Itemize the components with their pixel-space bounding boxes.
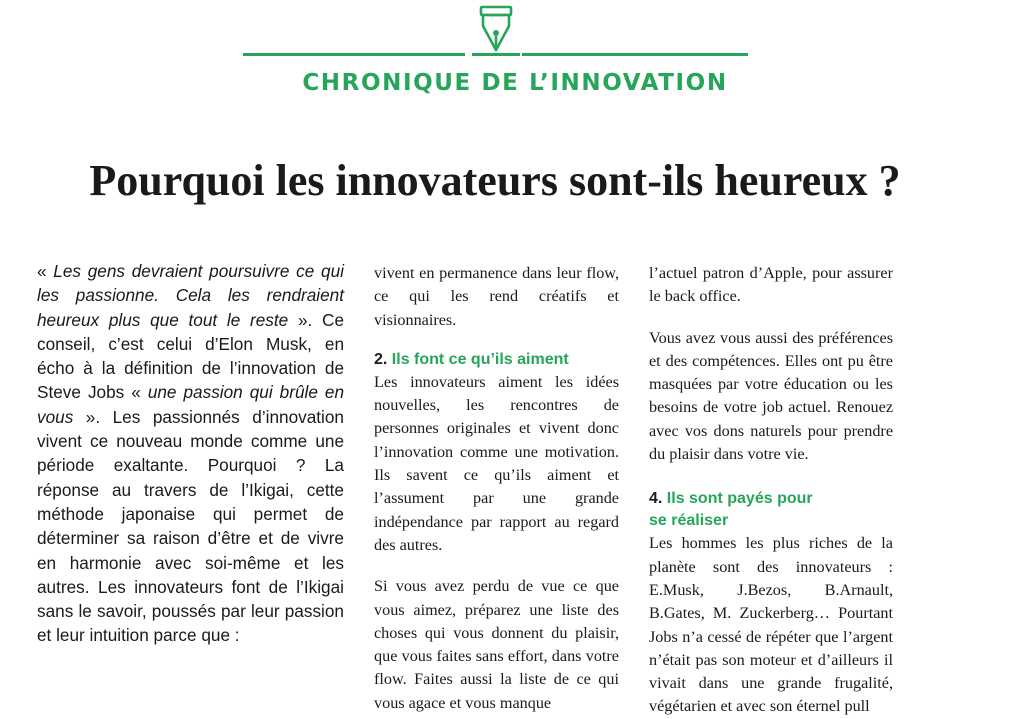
section-2-title: Ils font ce qu’ils aiment (391, 350, 569, 368)
section-4-title-line-1: Ils sont payés pour (666, 490, 813, 508)
section-kicker: CHRONIQUE DE L’INNOVATION (302, 70, 728, 96)
column3-paragraph-2: Vous avez vous aussi des préférences et des compétences. Elles ont pu être masquées par votre éducation ou les besoins de votre job actuel. Renouez avec vos dons naturels pour prendre du plaisir dans votre vie. (649, 328, 893, 464)
jobs-quote: une passion qui brûle en vous (37, 382, 344, 427)
after-quote-text: ». Ce conseil, c’est celui d’Elon Musk, en écho à la définition de l’innovation de Steve Jobs « (37, 309, 345, 403)
header-rule-left (243, 53, 465, 56)
section-2-number: 2. (374, 350, 388, 368)
article-column-2 (374, 262, 619, 715)
header-rule-right (522, 53, 748, 56)
intro-rest-text: ». Les passionnés d’innovation vivent ce nouveau monde comme une période exaltante. Pourquoi ? La réponse au travers de l’Ikigai, cette méthode japonaise qui permet de déterminer sa raison d’être et de vivre en harmonie avec soi-même et les autres. Les innovateurs font de l’Ikigai sans le savoir, poussés par leur passion et leur intuition parce que : (37, 406, 344, 646)
quote-open: « (37, 261, 54, 281)
section-4-heading (649, 488, 893, 532)
section-2-heading (374, 349, 619, 371)
musk-quote: Les gens devraient poursuivre ce qui les passionne. Cela les rendraient heureux plus que tout le reste (37, 261, 344, 330)
intro-paragraph (37, 259, 344, 648)
column3-intro: l’actuel patron d’Apple, pour assurer le back office. (649, 264, 893, 306)
section-4-paragraph-1: Les hommes les plus riches de la planète sont des innovateurs : E.Musk, J.Bezos, B.Arnault, B.Gates, M. Zuckerberg… Pourtant Jobs n’a cessé de répéter que l’argent n’était pas son moteur et d’ailleurs il vivait dans une grande frugalité, végétarien et avec son éternel pull (649, 534, 893, 716)
section-4-title-line-2: se réaliser (649, 512, 729, 530)
article-column-1 (37, 259, 344, 648)
section-4-number: 4. (649, 490, 663, 508)
fountain-pen-nib-icon (472, 4, 520, 56)
section-2-paragraph-2: Si vous avez perdu de vue ce que vous aimez, préparez une liste des choses qui vous donnent du plaisir, que vous faites sans effort, dans votre flow. Faites aussi la liste de ce qui vous agace et vous manque (374, 577, 619, 712)
section-2-paragraph-1: Les innovateurs aiment les idées nouvelles, les rencontres de personnes originales et vivent donc l’innovation comme une motivation. Ils savent ce qu’ils aiment et l’assument par une grande indépendance par rapport au regard des autres. (374, 372, 619, 554)
article-title: Pourquoi les innovateurs sont-ils heureux ? (89, 156, 901, 205)
article-column-3 (649, 262, 893, 719)
column2-intro: vivent en permanence dans leur flow, ce qui les rend créatifs et visionnaires. (374, 264, 619, 329)
